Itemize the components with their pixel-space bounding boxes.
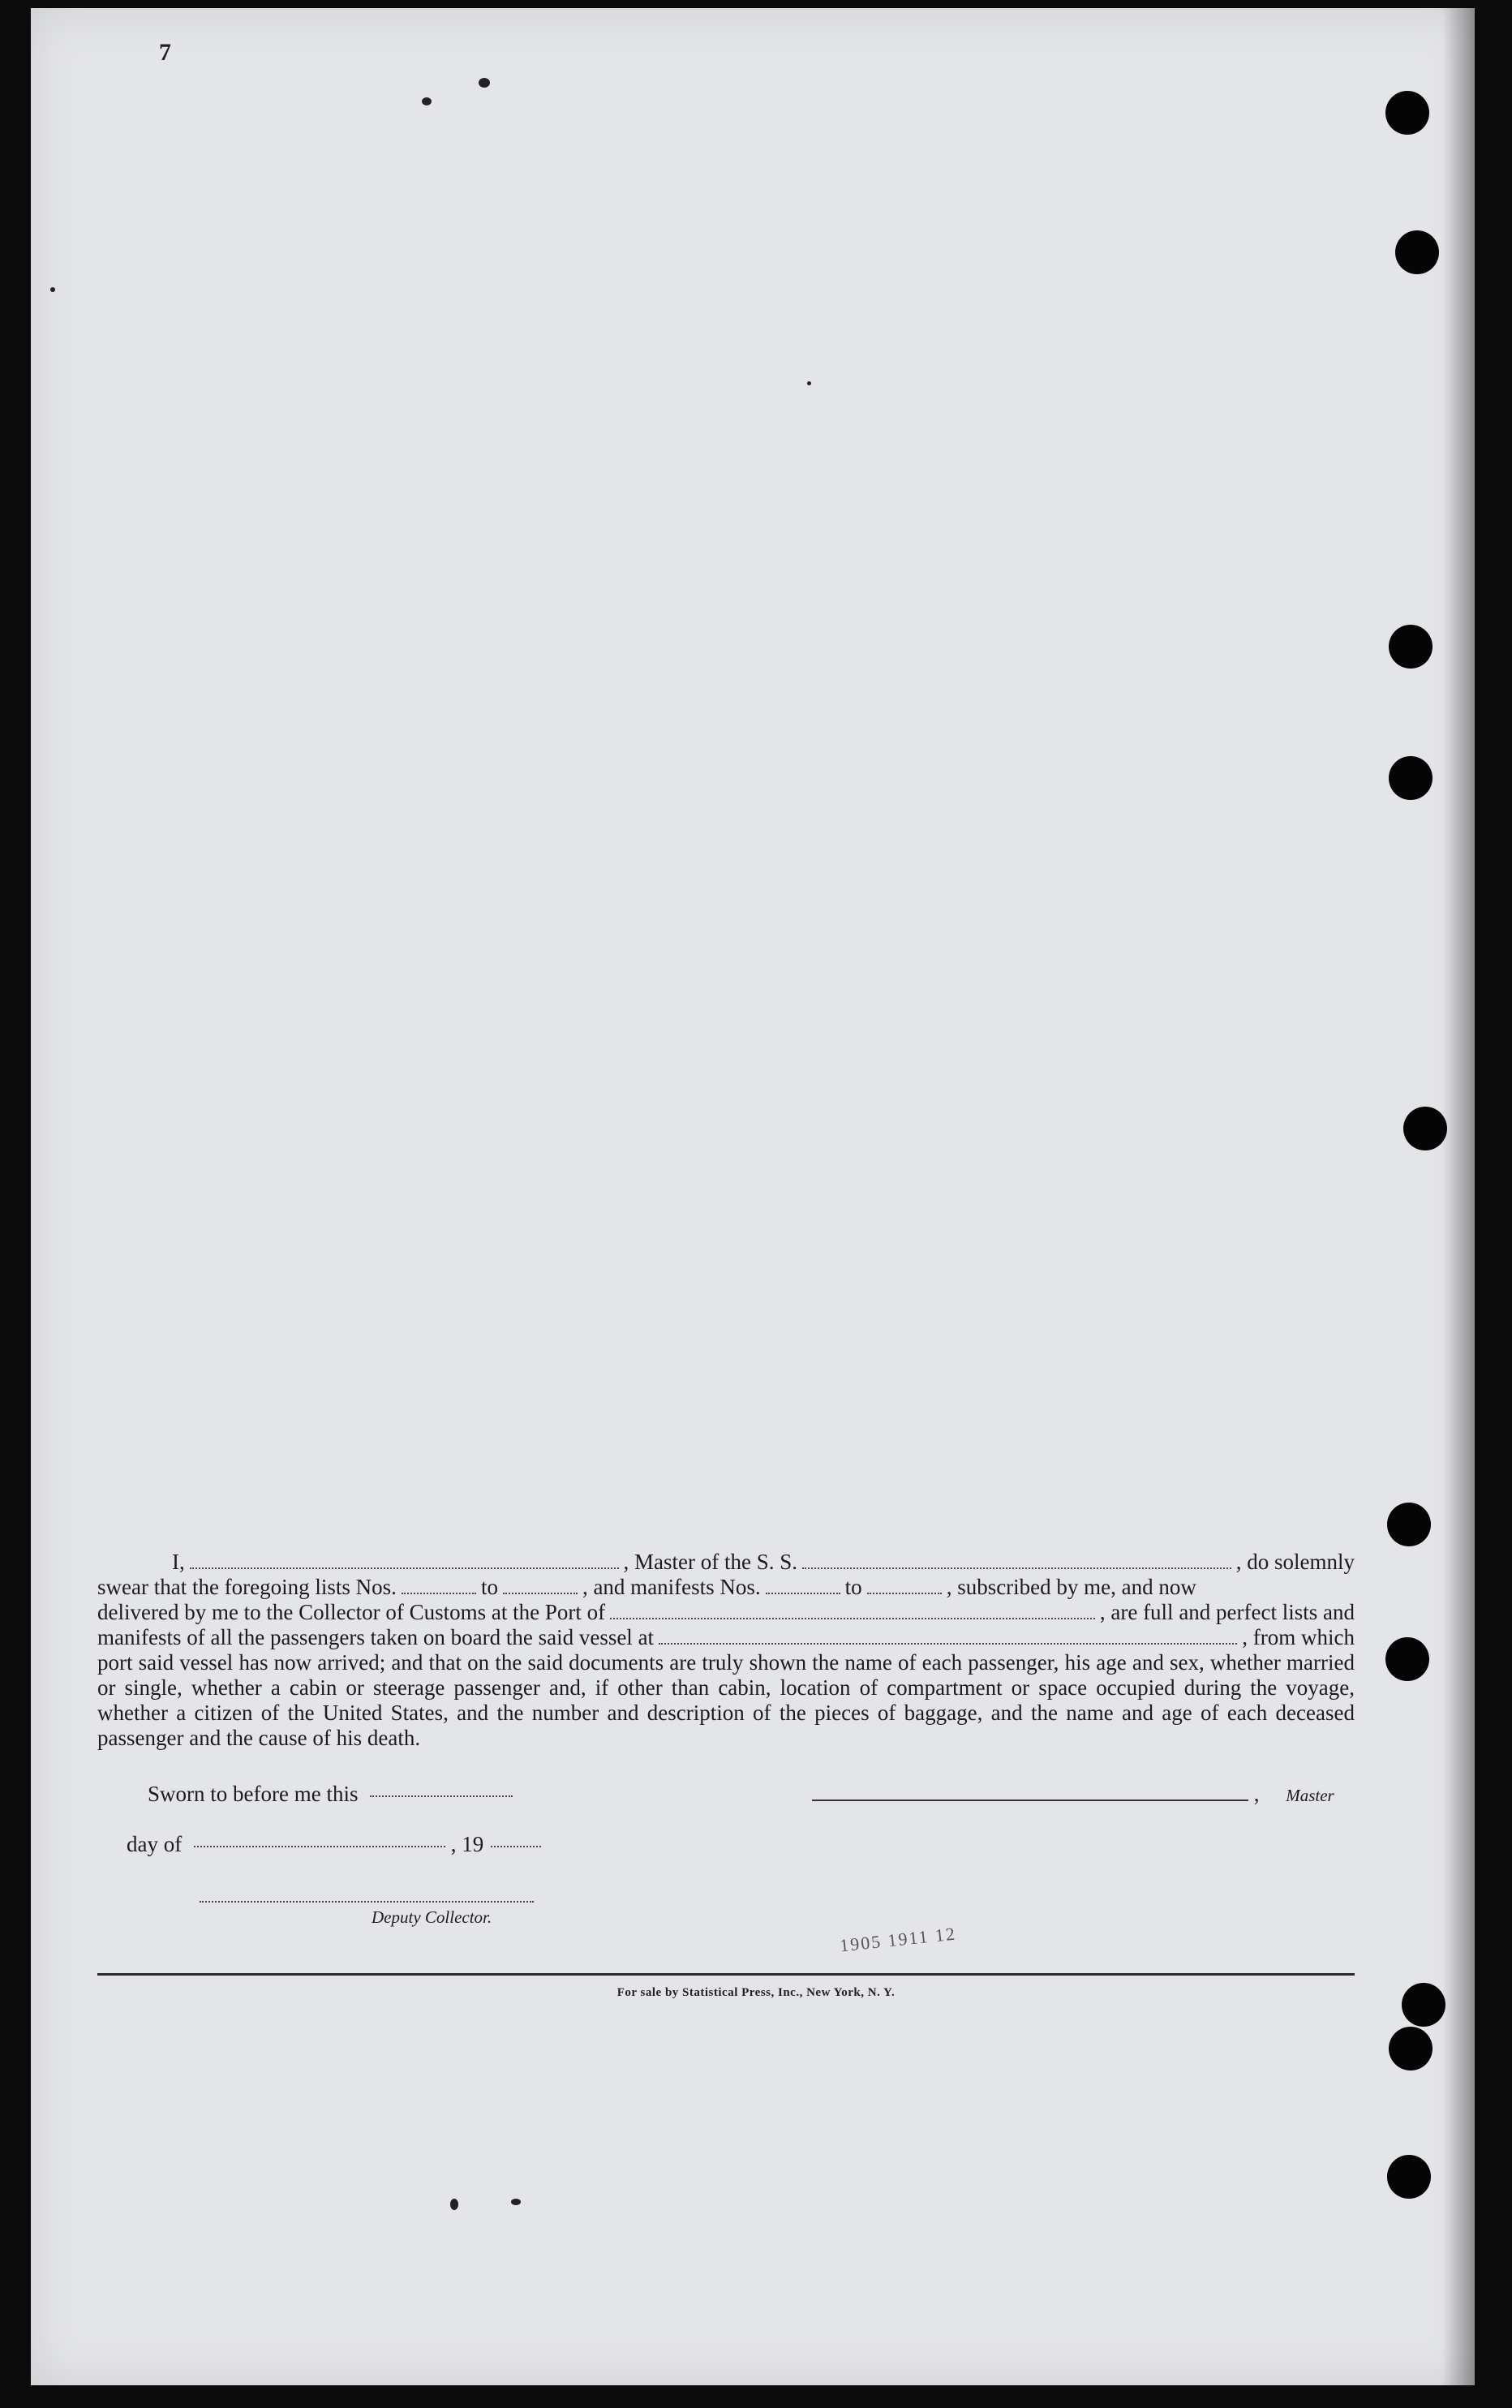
punch-hole (1385, 1637, 1429, 1681)
document-page (31, 8, 1475, 2385)
punch-hole (1403, 1107, 1447, 1150)
oath-subscribed: , subscribed by me, and now (946, 1575, 1196, 1599)
sworn-day-blank[interactable] (370, 1795, 513, 1797)
oath-solemnly: , do solemnly (1235, 1550, 1355, 1574)
year-blank[interactable] (491, 1845, 541, 1847)
punch-hole (1385, 91, 1429, 135)
oath-to-1: to (480, 1575, 498, 1599)
oath-line-1 (97, 1550, 1355, 1575)
printer-footer: For sale by Statistical Press, Inc., New York, N. Y. (616, 1986, 896, 1999)
year-prefix: , 19 (450, 1832, 484, 1856)
oath-full-perfect: , are full and perfect lists and (1099, 1600, 1355, 1624)
ink-speck (450, 2199, 458, 2210)
deputy-collector-label: Deputy Collector. (372, 1907, 492, 1927)
oath-manifests: , and manifests Nos. (582, 1575, 761, 1599)
oath-master-of-ss: , Master of the S. S. (623, 1550, 797, 1574)
deputy-label-row (97, 1903, 1355, 1929)
punch-hole (1389, 625, 1433, 669)
ink-speck (422, 97, 432, 105)
oath-remaining-text: port said vessel has now arrived; and that on the said documents are truly shown the name of each passenger, his age and sex, whether married or single, whether a cabin or steerage passenger and, if other than cabin, location of compartment or space occupied during the voyage, whether a citizen of the United States, and the number and description of the pieces of baggage, and the name and age of each deceased passenger and the cause of his death. (97, 1650, 1355, 1750)
month-blank[interactable] (194, 1845, 445, 1847)
day-of-row (97, 1832, 1355, 1857)
oath-from-which: , from which (1242, 1625, 1355, 1649)
page-edge-shadow (1442, 8, 1475, 2385)
ink-speck (50, 287, 55, 292)
port-blank[interactable] (610, 1617, 1095, 1619)
footer-rule (97, 1973, 1355, 1976)
manifests-from-blank[interactable] (766, 1592, 840, 1594)
punch-hole (1387, 2155, 1431, 2199)
ink-speck (479, 78, 490, 88)
punch-hole (1395, 230, 1439, 274)
lists-from-blank[interactable] (402, 1592, 476, 1594)
oath-swear-lists: swear that the foregoing lists Nos. (97, 1575, 397, 1599)
lists-to-blank[interactable] (503, 1592, 578, 1594)
ink-speck (807, 381, 811, 385)
punch-hole (1389, 2027, 1433, 2070)
oath-manifests-all: manifests of all the passengers taken on board the said vessel at (97, 1625, 655, 1649)
ink-speck (511, 2199, 521, 2205)
faint-stamp: 1905 1911 12 (839, 1923, 958, 1956)
master-oath-paragraph (97, 1550, 1355, 1751)
master-comma: , (1253, 1782, 1260, 1806)
manifests-to-blank[interactable] (867, 1592, 942, 1594)
deputy-signature-blank[interactable] (200, 1900, 534, 1903)
punch-hole (1389, 756, 1433, 800)
punch-hole (1387, 1503, 1431, 1546)
sworn-label: Sworn to before me this (148, 1782, 359, 1806)
oath-line-2 (97, 1575, 1355, 1600)
master-name-blank[interactable] (190, 1567, 619, 1569)
oath-to-2: to (844, 1575, 862, 1599)
oath-delivered: delivered by me to the Collector of Customs at the Port of (97, 1600, 606, 1624)
corner-mark: 7 (159, 39, 171, 66)
departure-port-blank[interactable] (659, 1642, 1237, 1645)
master-signature-line[interactable] (812, 1799, 1248, 1801)
master-label: Master (1286, 1786, 1334, 1805)
oath-line-3 (97, 1600, 1355, 1625)
oath-line-4 (97, 1625, 1355, 1650)
oath-i: I, (172, 1550, 185, 1574)
sworn-row (97, 1782, 1355, 1807)
day-of-label: day of (127, 1832, 183, 1856)
ship-name-blank[interactable] (802, 1567, 1231, 1569)
